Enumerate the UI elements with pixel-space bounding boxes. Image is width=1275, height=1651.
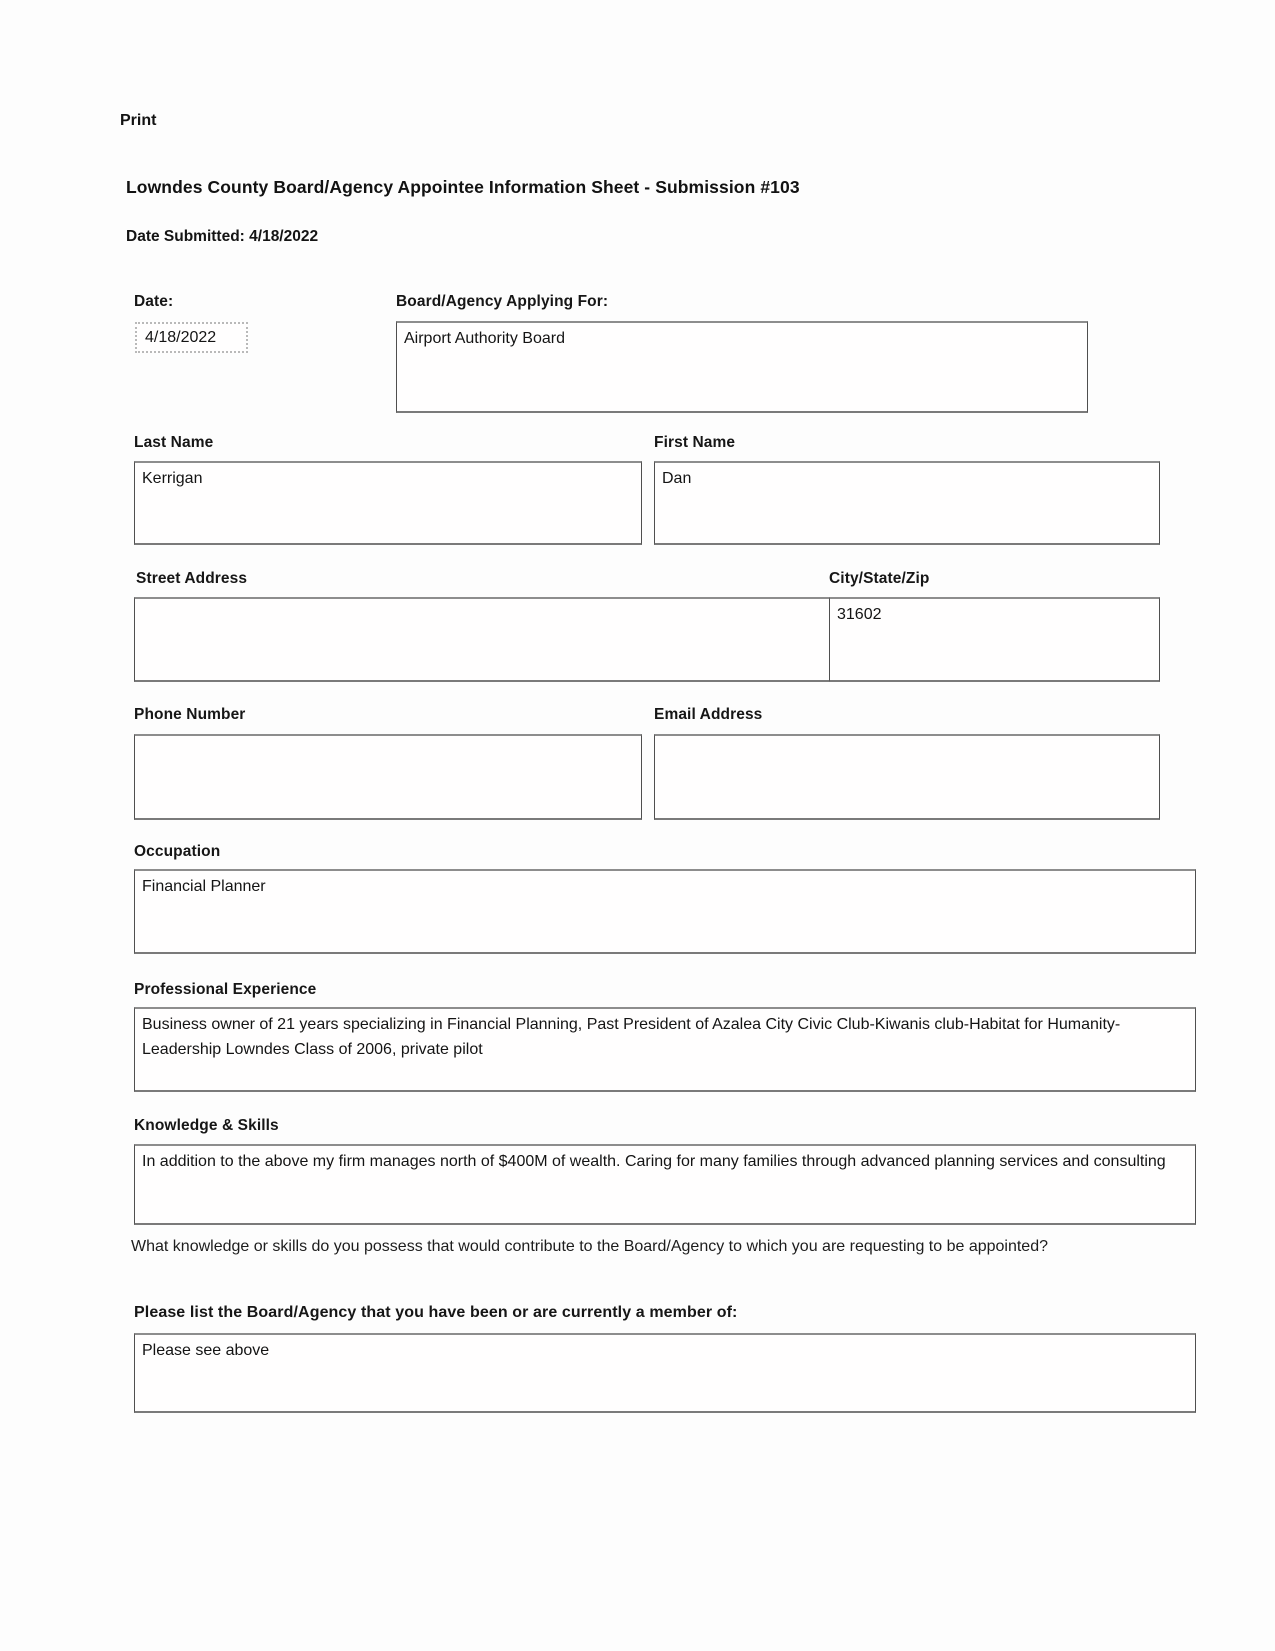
- knowledge-skills-helper-text: What knowledge or skills do you possess that would contribute to the Board/Agency to which you are requesting to be appointed?: [131, 1238, 1048, 1255]
- page-title: Lowndes County Board/Agency Appointee Information Sheet - Submission #103: [126, 177, 800, 197]
- last-name-label: Last Name: [134, 434, 214, 451]
- email-address-field[interactable]: [654, 734, 1160, 820]
- occupation-field[interactable]: [134, 869, 1196, 954]
- board-agency-value: Airport Authority Board: [404, 330, 565, 347]
- email-address-label: Email Address: [654, 706, 763, 723]
- first-name-label: First Name: [654, 434, 736, 451]
- city-state-zip-value: 31602: [837, 606, 882, 623]
- date-value: 4/18/2022: [145, 329, 217, 346]
- board-member-label: Please list the Board/Agency that you have been or are currently a member of:: [134, 1304, 738, 1321]
- knowledge-skills-field[interactable]: [134, 1144, 1196, 1225]
- professional-experience-field[interactable]: [134, 1007, 1196, 1092]
- date-field[interactable]: [135, 322, 248, 353]
- board-member-value: Please see above: [142, 1342, 270, 1359]
- board-agency-label: Board/Agency Applying For:: [396, 293, 609, 310]
- first-name-field[interactable]: [654, 461, 1160, 545]
- city-state-zip-label: City/State/Zip: [829, 570, 930, 587]
- occupation-label: Occupation: [134, 843, 221, 860]
- last-name-field[interactable]: [134, 461, 642, 545]
- print-link[interactable]: Print: [120, 112, 157, 129]
- last-name-value: Kerrigan: [142, 470, 203, 487]
- knowledge-skills-value: In addition to the above my firm manages north of $400M of wealth. Caring for many families through advanced planning services and consulting: [142, 1153, 1166, 1170]
- board-agency-field[interactable]: [396, 321, 1088, 413]
- street-address-label: Street Address: [136, 570, 248, 587]
- first-name-value: Dan: [662, 470, 692, 487]
- date-submitted-text: Date Submitted: 4/18/2022: [126, 228, 319, 245]
- board-member-field[interactable]: [134, 1333, 1196, 1413]
- city-state-zip-field[interactable]: [829, 597, 1160, 682]
- street-address-field[interactable]: [134, 597, 830, 682]
- occupation-value: Financial Planner: [142, 878, 266, 895]
- professional-experience-label: Professional Experience: [134, 981, 317, 998]
- date-label: Date:: [134, 293, 174, 310]
- professional-experience-value: Business owner of 21 years specializing in Financial Planning, Past President of Azalea City Civic Club-Kiwanis club-Habitat for Humanity-Leadership Lowndes Class of 2006, private pilot: [142, 1016, 1121, 1058]
- knowledge-skills-label: Knowledge & Skills: [134, 1117, 279, 1134]
- phone-number-label: Phone Number: [134, 706, 246, 723]
- phone-number-field[interactable]: [134, 734, 642, 820]
